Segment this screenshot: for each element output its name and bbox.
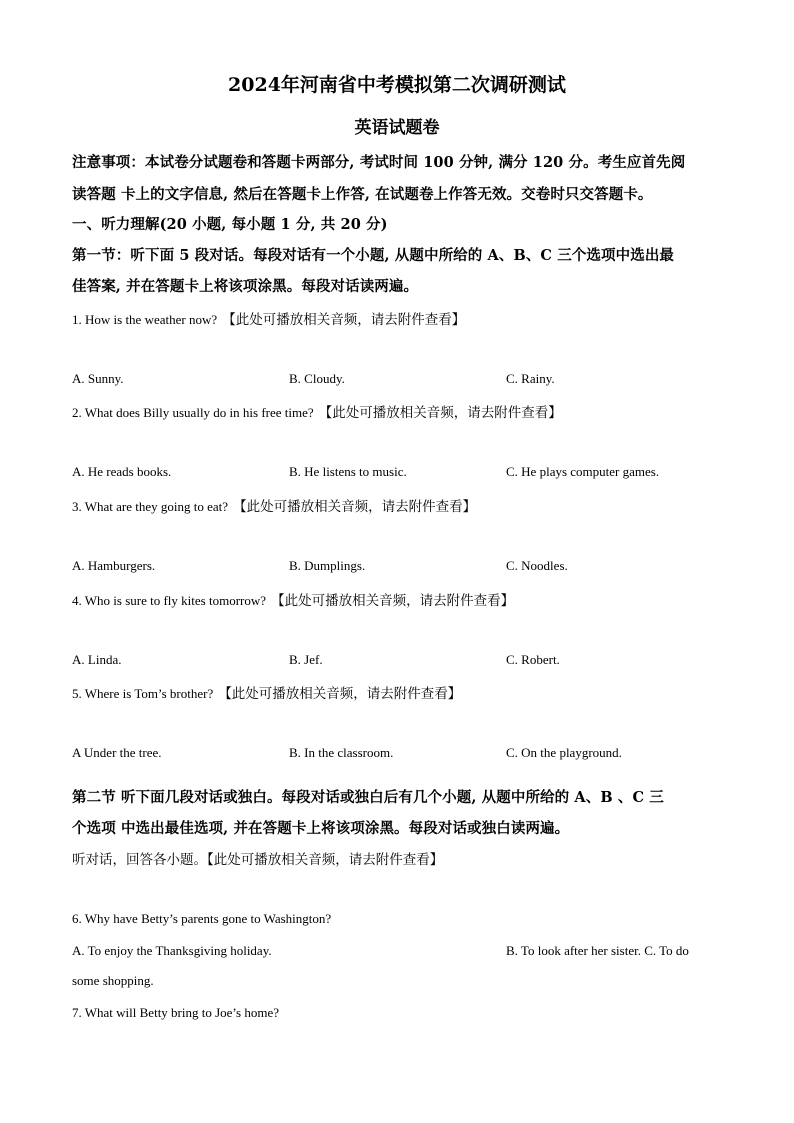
audio-placeholder-link[interactable]: 【此处可播放相关音频，请去附件查看】	[222, 312, 466, 328]
question-stem: 3. What are they going to eat?	[72, 499, 229, 514]
audio-placeholder-link[interactable]: 【此处可播放相关音频，请去附件查看】	[218, 686, 462, 702]
question-1	[72, 308, 465, 328]
section1-instruction-2: 佳答案, 并在答题卡上将该项涂黑。每段对话读两遍。	[72, 278, 419, 295]
question-2	[72, 401, 562, 421]
question-stem: 1. How is the weather now?	[72, 312, 218, 327]
q3-option-a: A. Hamburgers.	[72, 558, 156, 573]
q6-option-c-continued: some shopping.	[72, 973, 154, 988]
q5-option-a: A Under the tree.	[72, 745, 162, 760]
q6-option-a: A. To enjoy the Thanksgiving holiday.	[72, 943, 272, 958]
part1-heading: 一、听力理解(20 小题, 每小题 1 分, 共 20 分)	[72, 216, 388, 233]
question-6-stem: 6. Why have Betty’s parents gone to Washington?	[72, 911, 332, 926]
question-stem: 5. Where is Tom’s brother?	[72, 686, 214, 701]
q2-option-c: C. He plays computer games.	[506, 464, 660, 479]
audio-placeholder-link[interactable]: 【此处可播放相关音频，请去附件查看】	[318, 405, 562, 421]
q1-option-b: B. Cloudy.	[289, 371, 345, 386]
question-stem: 4. Who is sure to fly kites tomorrow?	[72, 593, 267, 608]
question-stem: 2. What does Billy usually do in his free time?	[72, 405, 314, 420]
question-3	[72, 495, 476, 515]
q3-option-b: B. Dumplings.	[289, 558, 366, 573]
audio-placeholder-link[interactable]: 【此处可播放相关音频，请去附件查看】	[233, 499, 477, 515]
notice-line-2: 读答题 卡上的文字信息, 然后在答题卡上作答, 在试题卷上作答无效。交卷时只交答题卡。	[72, 186, 653, 203]
section2-instruction-2: 个选项 中选出最佳选项, 并在答题卡上将该项涂黑。每段对话或独白读两遍。	[72, 820, 570, 837]
q3-option-c: C. Noodles.	[506, 558, 568, 573]
section2-instruction-1: 第二节 听下面几段对话或独白。每段对话或独白后有几个小题, 从题中所给的 A、B 、C 三	[72, 789, 664, 806]
notice-line-1: 注意事项：本试卷分试题卷和答题卡两部分, 考试时间 100 分钟, 满分 120 分。考生应首先阅	[72, 154, 686, 171]
question-5	[72, 682, 461, 702]
q2-option-b: B. He listens to music.	[289, 464, 407, 479]
q4-option-c: C. Robert.	[506, 652, 560, 667]
q2-option-a: A. He reads books.	[72, 464, 172, 479]
section1-instruction-1: 第一节：听下面 5 段对话。每段对话有一个小题, 从题中所给的 A、B、C 三个选项中选出最	[72, 247, 675, 264]
q1-option-a: A. Sunny.	[72, 371, 124, 386]
exam-title: 2024年河南省中考模拟第二次调研测试	[228, 74, 566, 96]
audio-placeholder-link[interactable]: 【此处可播放相关音频，请去附件查看】	[271, 593, 515, 609]
exam-subtitle: 英语试题卷	[354, 118, 440, 138]
q4-option-a: A. Linda.	[72, 652, 122, 667]
q6-option-b-c: B. To look after her sister. C. To do	[506, 943, 689, 958]
question-4	[72, 589, 514, 609]
q4-option-b: B. Jef.	[289, 652, 323, 667]
section2-listen-instruction: 听对话，回答各小题。【此处可播放相关音频，请去附件查看】	[72, 852, 444, 868]
q1-option-c: C. Rainy.	[506, 371, 555, 386]
question-7-stem: 7. What will Betty bring to Joe’s home?	[72, 1005, 280, 1020]
q5-option-b: B. In the classroom.	[289, 745, 394, 760]
q5-option-c: C. On the playground.	[506, 745, 622, 760]
